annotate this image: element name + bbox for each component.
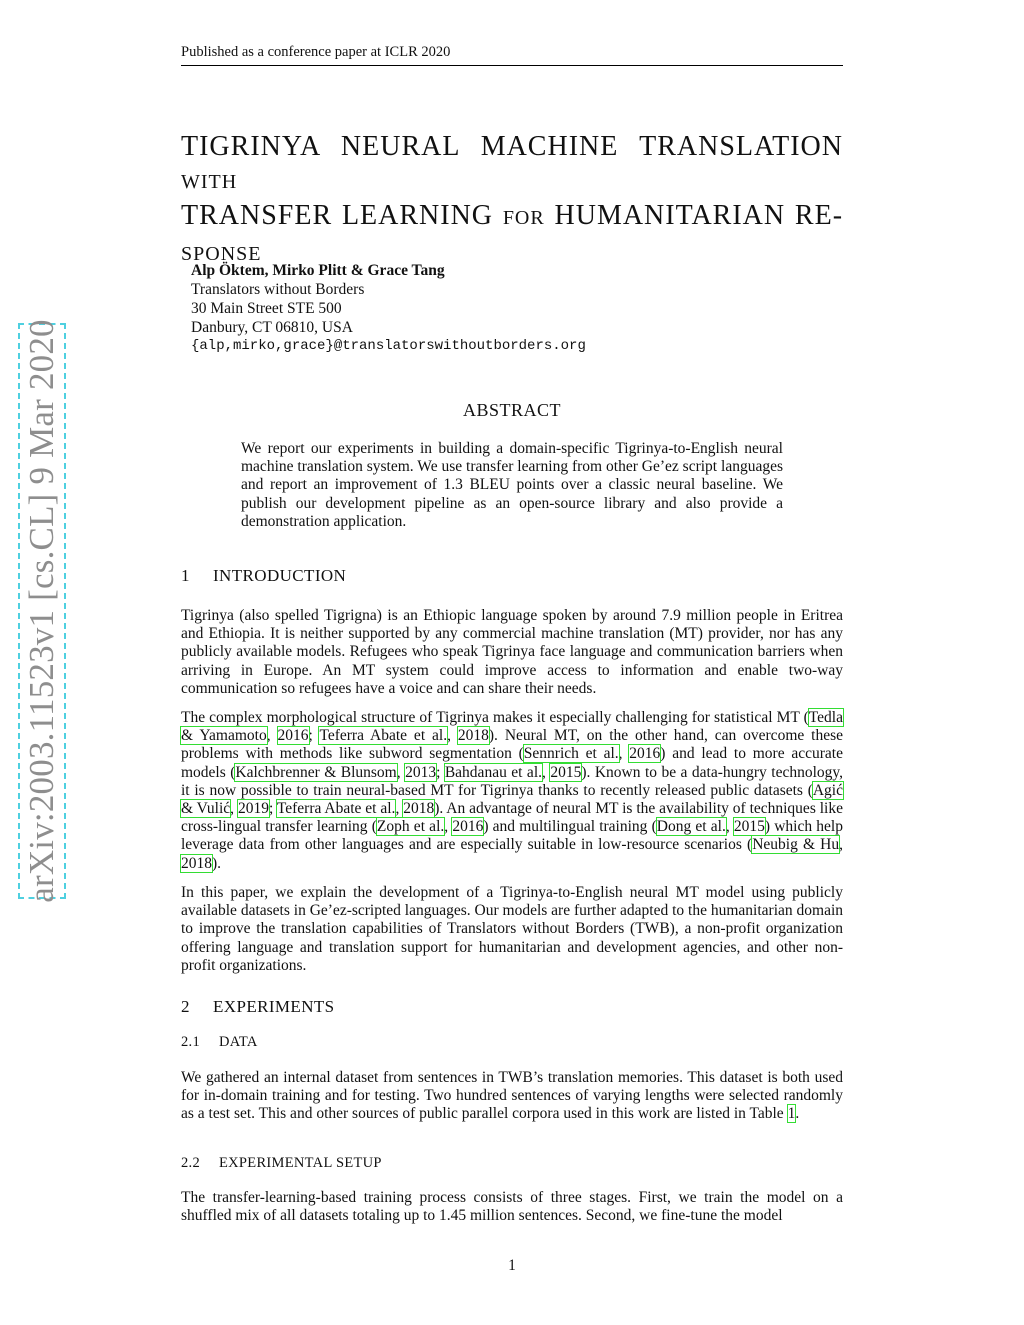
citation-link[interactable]: Agić & Vulić xyxy=(181,781,843,818)
citation-link[interactable]: 2015 xyxy=(550,763,582,781)
author-address-2: Danbury, CT 06810, USA xyxy=(191,319,353,336)
data-paragraph: We gathered an internal dataset from sentences in TWB’s translation memories. This dataset is both used for in-domain training and for testing. Two hundred sentences of varying lengths were selected randomly as a test set. This and other sources of public parallel corpora used in this work are listed in Table 1. xyxy=(181,1069,843,1123)
citation-link[interactable]: 2015 xyxy=(733,818,765,836)
subsection-heading-experimental-setup: 2.2 EXPERIMENTAL SETUP xyxy=(181,1155,382,1171)
citation-link[interactable]: 2016 xyxy=(277,727,309,745)
arxiv-identifier[interactable]: arXiv:2003.11523v1 [cs.CL] 9 Mar 2020 xyxy=(22,319,61,903)
citation-link[interactable]: 2013 xyxy=(405,763,437,781)
intro-paragraph-2: The complex morphological structure of Tigrinya makes it especially challenging for statistical MT (Tedla & Yamamoto, 2016; Teferra Abate et al., 2018). Neural MT, on the other hand, can overcome these problems with methods like subword segmentation (Sennrich et al., 2016) and lead to more accurate models (Kalchbrenner & Blunsom, 2013; Bahdanau et al., 2015). Known to be a data-hungry technology, it is now possible to train neural-based MT for Tigrinya thanks to recently released public datasets (Agić & Vulić, 2019; Teferra Abate et al., 2018). An advantage of neural MT is the availability of techniques like cross-lingual transfer learning (Zoph et al., 2016) and multilingual training (Dong et al., 2015) which help leverage data from other languages and are especially suitable in low-resource scenarios (Neubig & Hu, 2018). xyxy=(181,709,844,872)
abstract-heading: ABSTRACT xyxy=(462,400,562,420)
citation-link[interactable]: Sennrich et al. xyxy=(523,745,619,763)
title-line-2: TRANSFER LEARNING FOR HUMANITARIAN RE- xyxy=(181,200,844,231)
author-block xyxy=(191,261,586,356)
running-header: Published as a conference paper at ICLR 2020 xyxy=(181,44,843,66)
section-heading-experiments: 2 EXPERIMENTS xyxy=(181,997,335,1016)
citation-link[interactable]: 2018 xyxy=(457,727,489,745)
author-names: Alp Öktem, Mirko Plitt & Grace Tang xyxy=(191,262,445,279)
subsection-heading-data: 2.1 DATA xyxy=(181,1034,258,1050)
citation-link[interactable]: 2016 xyxy=(629,745,661,763)
title-line-3: SPONSE xyxy=(181,243,262,265)
author-email[interactable]: {alp,mirko,grace}@translatorswithoutborders.org xyxy=(191,338,586,354)
citation-link[interactable]: Dong et al. xyxy=(656,818,726,836)
arxiv-identifier-stamp[interactable] xyxy=(18,319,66,903)
citation-link[interactable]: 2016 xyxy=(452,818,484,836)
author-address-1: 30 Main Street STE 500 xyxy=(191,300,342,317)
citation-link[interactable]: Tedla & Yamamoto xyxy=(181,709,843,745)
intro-paragraph-3: In this paper, we explain the development of a Tigrinya-to-English neural MT model using publicly available datasets in Ge’ez-scripted languages. Our models are further adapted to the humanitarian domain to improve the translation capabilities of Translators without Borders (TWB), a non-profit organization offering language and translation support for humanitarian and development agencies, and other non-profit organizations. xyxy=(181,884,843,974)
citation-link[interactable]: Zoph et al. xyxy=(376,818,445,836)
table-reference-link[interactable]: 1 xyxy=(787,1105,796,1123)
citation-link[interactable]: 2018 xyxy=(403,800,435,818)
intro-paragraph-1: Tigrinya (also spelled Tigrigna) is an Ethiopic language spoken by around 7.9 million people in Eritrea and Ethiopia. It is neither supported by any commercial machine translation (MT) provider, nor has any publicly available models. Refugees who speak Tigrinya face language and communication barriers when arriving in Europe. An MT system could improve access to information and enable two-way communication so refugees have a voice and can share their needs. xyxy=(181,607,843,697)
paper-title xyxy=(181,130,843,271)
citation-link[interactable]: 2018 xyxy=(181,854,212,872)
citation-link[interactable]: Neubig & Hu xyxy=(752,836,840,854)
citation-link[interactable]: Bahdanau et al. xyxy=(444,763,542,781)
citation-link[interactable]: Teferra Abate et al. xyxy=(319,727,448,745)
setup-paragraph: The transfer-learning-based training process consists of three stages. First, we train the model on a shuffled mix of all datasets totaling up to 1.45 million sentences. Second, we fine-tune the model xyxy=(181,1189,843,1225)
section-heading-introduction: 1 INTRODUCTION xyxy=(181,566,347,585)
citation-link[interactable]: Teferra Abate et al. xyxy=(276,800,396,818)
page-number: 1 xyxy=(508,1257,516,1274)
author-affiliation: Translators without Borders xyxy=(191,281,365,298)
abstract-text: We report our experiments in building a domain-specific Tigrinya-to-English neural machine translation system. We use transfer learning from other Ge’ez script languages and report an improvement of 1.3 BLEU points over a classic neural baseline. We publish our development pipeline as an open-source library and also provide a demonstration application. xyxy=(241,440,783,530)
citation-link[interactable]: Kalchbrenner & Blunsom xyxy=(235,763,397,781)
title-line-1: TIGRINYA NEURAL MACHINE TRANSLATION WITH xyxy=(181,131,843,193)
citation-link[interactable]: 2019 xyxy=(237,800,269,818)
